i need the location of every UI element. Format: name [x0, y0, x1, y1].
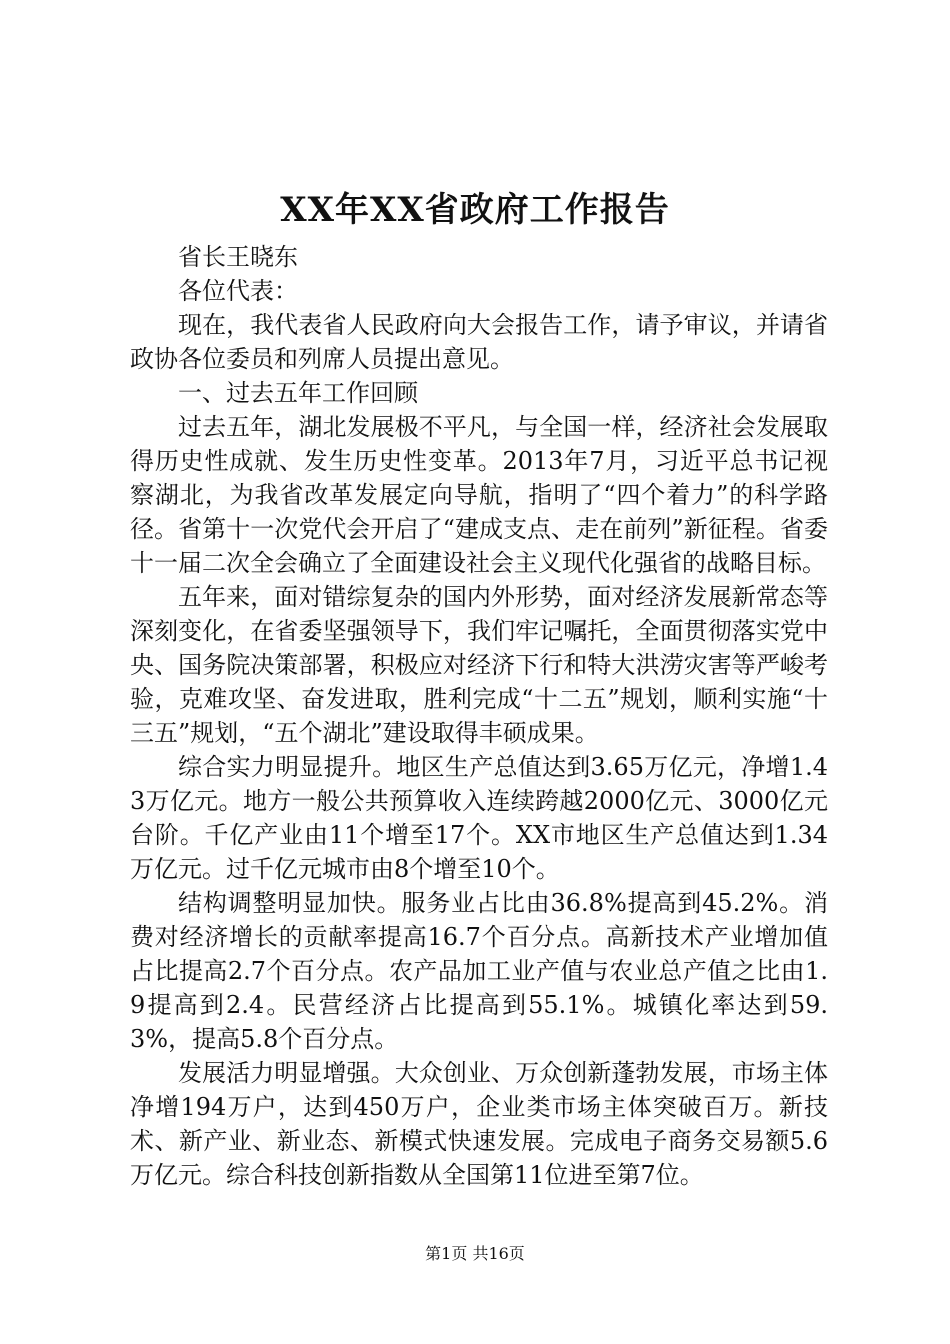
body-paragraph: 结构调整明显加快。服务业占比由36.8%提高到45.2%。消费对经济增长的贡献率提高16.7个百分点。高新技术产业增加值占比提高2.7个百分点。农产品加工业产值与农业总产值之比由1.9提高到2.4。民营经济占比提高到55.1%。城镇化率达到59.3%，提高5.8个百分点。: [130, 889, 828, 1053]
section-heading: 一、过去五年工作回顾: [178, 379, 418, 407]
document-title: XX年XX省政府工作报告: [280, 190, 670, 230]
body-paragraph: 五年来，面对错综复杂的国内外形势，面对经济发展新常态等深刻变化，在省委坚强领导下，我们牢记嘱托，全面贯彻落实党中央、国务院决策部署，积极应对经济下行和特大洪涝灾害等严峻考验，克难攻坚、奋发进取，胜利完成“十二五”规划，顺利实施“十三五”规划，“五个湖北”建设取得丰硕成果。: [130, 583, 828, 747]
body-paragraph: 发展活力明显增强。大众创业、万众创新蓬勃发展，市场主体净增194万户，达到450万户，企业类市场主体突破百万。新技术、新产业、新业态、新模式快速发展。完成电子商务交易额5.6万亿元。综合科技创新指数从全国第11位进至第7位。: [130, 1059, 828, 1189]
body-paragraph: 过去五年，湖北发展极不平凡，与全国一样，经济社会发展取得历史性成就、发生历史性变革。2013年7月，习近平总书记视察湖北，为我省改革发展定向导航，指明了“四个着力”的科学路径。省第十一次党代会开启了“建成支点、走在前列”新征程。省委十一届二次全会确立了全面建设社会主义现代化强省的战略目标。: [130, 413, 828, 577]
body-paragraph: 现在，我代表省人民政府向大会报告工作，请予审议，并请省政协各位委员和列席人员提出意见。: [130, 311, 828, 373]
body-paragraph: 综合实力明显提升。地区生产总值达到3.65万亿元，净增1.43万亿元。地方一般公共预算收入连续跨越2000亿元、3000亿元台阶。千亿产业由11个增至17个。XX市地区生产总值达到1.34万亿元。过千亿元城市由8个增至10个。: [130, 753, 828, 883]
salutation: 各位代表：: [178, 277, 298, 305]
page-number-footer: 第1页 共16页: [425, 1244, 525, 1263]
document-body: [130, 240, 828, 1192]
author-line: 省长王晓东: [178, 243, 298, 271]
